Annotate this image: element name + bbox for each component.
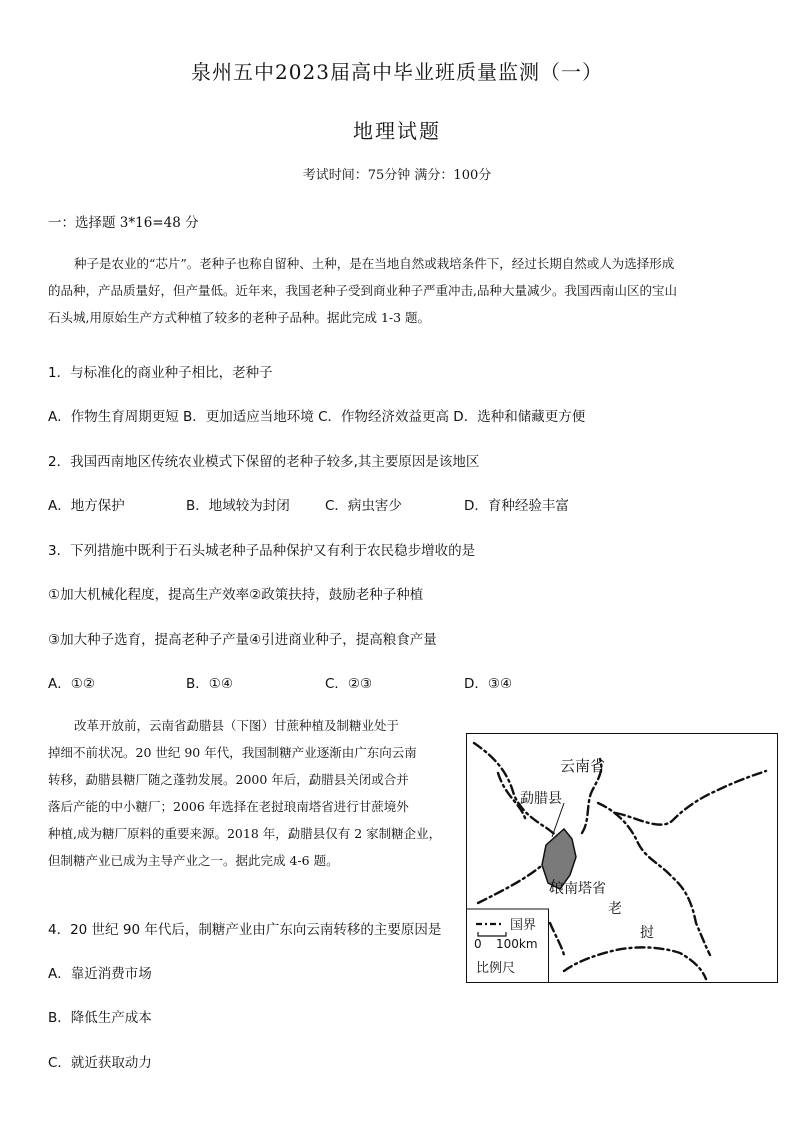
passage-2-line: 种植,成为糖厂原料的重要来源。2018 年，勐腊县仅有 2 家制糖企业，	[48, 826, 442, 841]
question-4-option-a: A．靠近消费市场	[48, 966, 152, 982]
exam-meta: 考试时间：75分钟 满分：100分	[302, 168, 492, 183]
question-1-options: A．作物生育周期更短 B．更加适应当地环境 C．作物经济效益更高 D．选种和储藏更方便	[48, 409, 586, 425]
mengla-label: 勐腊县	[520, 791, 562, 807]
yunnan-label: 云南省	[560, 757, 606, 775]
passage-1-line: 种子是农业的“芯片”。老种子也称自留种、土种，是在当地自然或栽培条件下，经过长期自然或人为选择形成	[74, 256, 675, 271]
question-1-stem: 1．与标准化的商业种子相比，老种子	[48, 365, 273, 381]
question-3-option-d: D．③④	[464, 676, 513, 692]
scale-zero: 0	[474, 937, 482, 951]
question-2-stem: 2．我国西南地区传统农业模式下保留的老种子较多,其主要原因是该地区	[48, 454, 480, 470]
question-3-option-c: C．②③	[325, 676, 373, 692]
laos-label-2: 挝	[640, 925, 654, 941]
question-4-stem: 4．20 世纪 90 年代后，制糖产业由广东向云南转移的主要原因是	[48, 922, 442, 938]
question-4-option-c: C．就近获取动力	[48, 1055, 152, 1071]
legend-border-label: 国界	[510, 918, 537, 933]
question-3-choices-line2: ③加大种子选育，提高老种子产量④引进商业种子，提高粮食产量	[48, 632, 437, 648]
passage-2-line: 转移，勐腊县糖厂随之蓬勃发展。2000 年后，勐腊县关闭或合并	[48, 772, 409, 787]
question-2-option-b: B．地域较为封闭	[186, 498, 290, 514]
question-3-choices-line1: ①加大机械化程度，提高生产效率②政策扶持，鼓励老种子种植	[48, 587, 424, 603]
passage-2-line: 落后产能的中小糖厂；2006 年选择在老挝琅南塔省进行甘蔗境外	[48, 799, 409, 814]
passage-2-line: 但制糖产业已成为主导产业之一。据此完成 4-6 题。	[48, 853, 339, 868]
question-3-stem: 3．下列措施中既利于石头城老种子品种保护又有利于农民稳步增收的是	[48, 543, 476, 559]
passage-1-line: 的品种，产品质量好，但产量低。近年来，我国老种子受到商业种子严重冲击,品种大量减少。我国西南山区的宝山	[48, 283, 677, 298]
question-3-option-a: A．①②	[48, 676, 95, 692]
passage-1	[48, 250, 748, 331]
passage-2	[48, 712, 468, 874]
passage-1-line: 石头城,用原始生产方式种植了较多的老种子品种。据此完成 1-3 题。	[48, 310, 431, 325]
question-2-option-d: D．育种经验丰富	[464, 498, 569, 514]
scale-distance: 100km	[496, 937, 538, 951]
laos-label-1: 老	[608, 901, 622, 917]
scale-title: 比例尺	[476, 961, 516, 976]
question-4-option-b: B．降低生产成本	[48, 1010, 152, 1026]
subject-title: 地理试题	[353, 119, 441, 143]
section-heading: 一：选择题 3*16=48 分	[48, 215, 199, 231]
exam-title: 泉州五中2023届高中毕业班质量监测（一）	[191, 60, 603, 84]
passage-2-line: 改革开放前，云南省勐腊县（下图）甘蔗种植及制糖业处于	[74, 718, 400, 733]
question-3-option-b: B．①④	[186, 676, 233, 692]
question-2-option-a: A．地方保护	[48, 498, 125, 514]
map-figure	[466, 733, 778, 983]
passage-2-line: 掉细不前状况。20 世纪 90 年代，我国制糖产业逐渐由广东向云南	[48, 745, 417, 760]
luangnamtha-label: 琅南塔省	[550, 881, 606, 897]
question-2-option-c: C．病虫害少	[325, 498, 402, 514]
